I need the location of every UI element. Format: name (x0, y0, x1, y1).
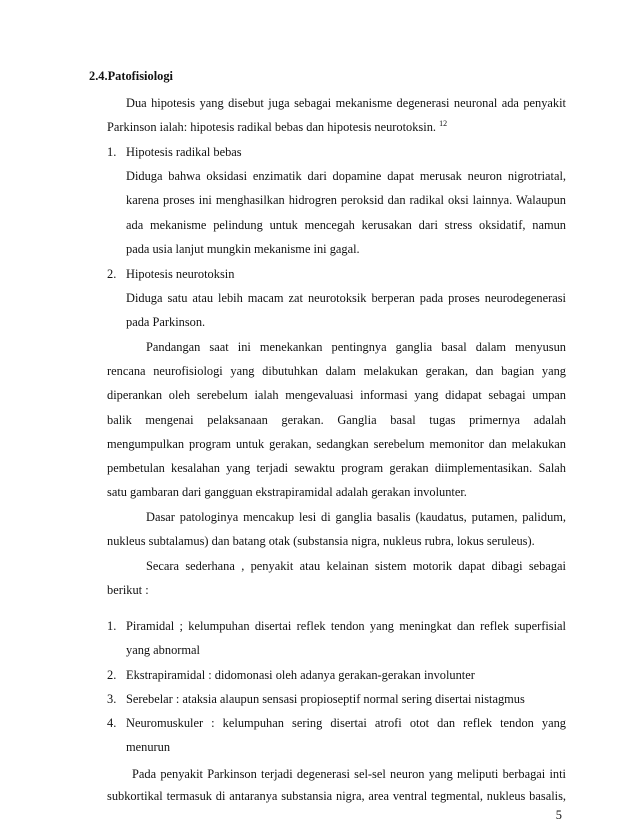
hypothesis-2-number: 2. (107, 267, 117, 281)
pandangan-line-6: pembetulan kesalahan yang terjadi sewaktu program gerakan diimplementasikan. Salah (107, 461, 566, 475)
parkinson-line-1: Pada penyakit Parkinson terjadi degenerasi sel-sel neuron yang meliputi berbagai inti (132, 767, 566, 781)
hypothesis-2-line-1: Diduga satu atau lebih macam zat neurotoksik berperan pada proses neurodegenerasi (126, 291, 566, 305)
pandangan-line-7: satu gambaran dari gangguan ekstrapiramidal adalah gerakan involunter. (107, 485, 467, 499)
motor-item-1-line-2: yang abnormal (126, 643, 200, 657)
page-number: 5 (555, 808, 562, 822)
hypothesis-1-line-3: ada mekanisme pelindung untuk mencegah kerusakan dari stress oksidatif, namun (126, 218, 566, 232)
hypothesis-1-title: Hipotesis radikal bebas (126, 145, 242, 159)
pandangan-line-4: balik mengenai pelaksanaan gerakan. Ganglia basal tugas primernya adalah (107, 413, 566, 427)
intro-line-2 (107, 119, 447, 135)
pandangan-line-2: rencana neurofisiologi yang dibutuhkan dalam melakukan gerakan, dan bagian yang (107, 364, 566, 378)
motor-item-4-number: 4. (107, 716, 117, 730)
reference-superscript: 12 (439, 118, 448, 128)
dasar-line-2: nukleus subtalamus) dan batang otak (substansia nigra, nukleus rubra, lokus seruleus). (107, 534, 535, 548)
pandangan-line-1: Pandangan saat ini menekankan pentingnya ganglia basal dalam menyusun (146, 340, 566, 354)
motor-item-4-line-1: Neuromuskuler : kelumpuhan sering disertai atrofi otot dan reflek tendon yang (126, 716, 566, 730)
pandangan-line-3: diperankan oleh serebelum ialah mengevaluasi informasi yang didapat sebagai umpan (107, 388, 566, 402)
motor-item-1-number: 1. (107, 619, 117, 633)
hypothesis-2-title: Hipotesis neurotoksin (126, 267, 235, 281)
hypothesis-2-line-2: pada Parkinson. (126, 315, 206, 329)
pandangan-line-5: mengumpulkan program untuk gerakan, sedangkan serebelum memonitor dan melakukan (107, 437, 566, 451)
parkinson-line-2: subkortikal termasuk di antaranya substansia nigra, area ventral tegmental, nukleus basalis, (107, 789, 566, 803)
motor-item-1-line-1: Piramidal ; kelumpuhan disertai reflek tendon yang meningkat dan reflek superfisial (126, 619, 566, 633)
section-heading: 2.4.Patofisiologi (89, 69, 173, 83)
hypothesis-1-line-2: karena proses ini menghasilkan hidrogren peroksid dan radikal oksi lainnya. Walaupun (126, 193, 566, 207)
hypothesis-1-line-1: Diduga bahwa oksidasi enzimatik dari dopamine dapat merusak neuron nigrotriatal, (126, 169, 566, 183)
hypothesis-1-line-4: pada usia lanjut mungkin mekanisme ini gagal. (126, 242, 360, 256)
intro-line-2-text: Parkinson ialah: hipotesis radikal bebas dan hipotesis neurotoksin. (107, 120, 436, 134)
dasar-line-1: Dasar patologinya mencakup lesi di ganglia basalis (kaudatus, putamen, palidum, (146, 510, 566, 524)
secara-line-2: berikut : (107, 583, 149, 597)
motor-item-4-line-2: menurun (126, 740, 171, 754)
secara-line-1: Secara sederhana , penyakit atau kelainan sistem motorik dapat dibagi sebagai (146, 559, 566, 573)
hypothesis-1-number: 1. (107, 145, 117, 159)
motor-item-2-line-1: Ekstrapiramidal : didomonasi oleh adanya gerakan-gerakan involunter (126, 668, 475, 682)
motor-item-2-number: 2. (107, 668, 117, 682)
intro-line-1: Dua hipotesis yang disebut juga sebagai mekanisme degenerasi neuronal ada penyakit (126, 96, 566, 110)
motor-item-3-line-1: Serebelar : ataksia alaupun sensasi propioseptif normal sering disertai nistagmus (126, 692, 525, 706)
motor-item-3-number: 3. (107, 692, 117, 706)
